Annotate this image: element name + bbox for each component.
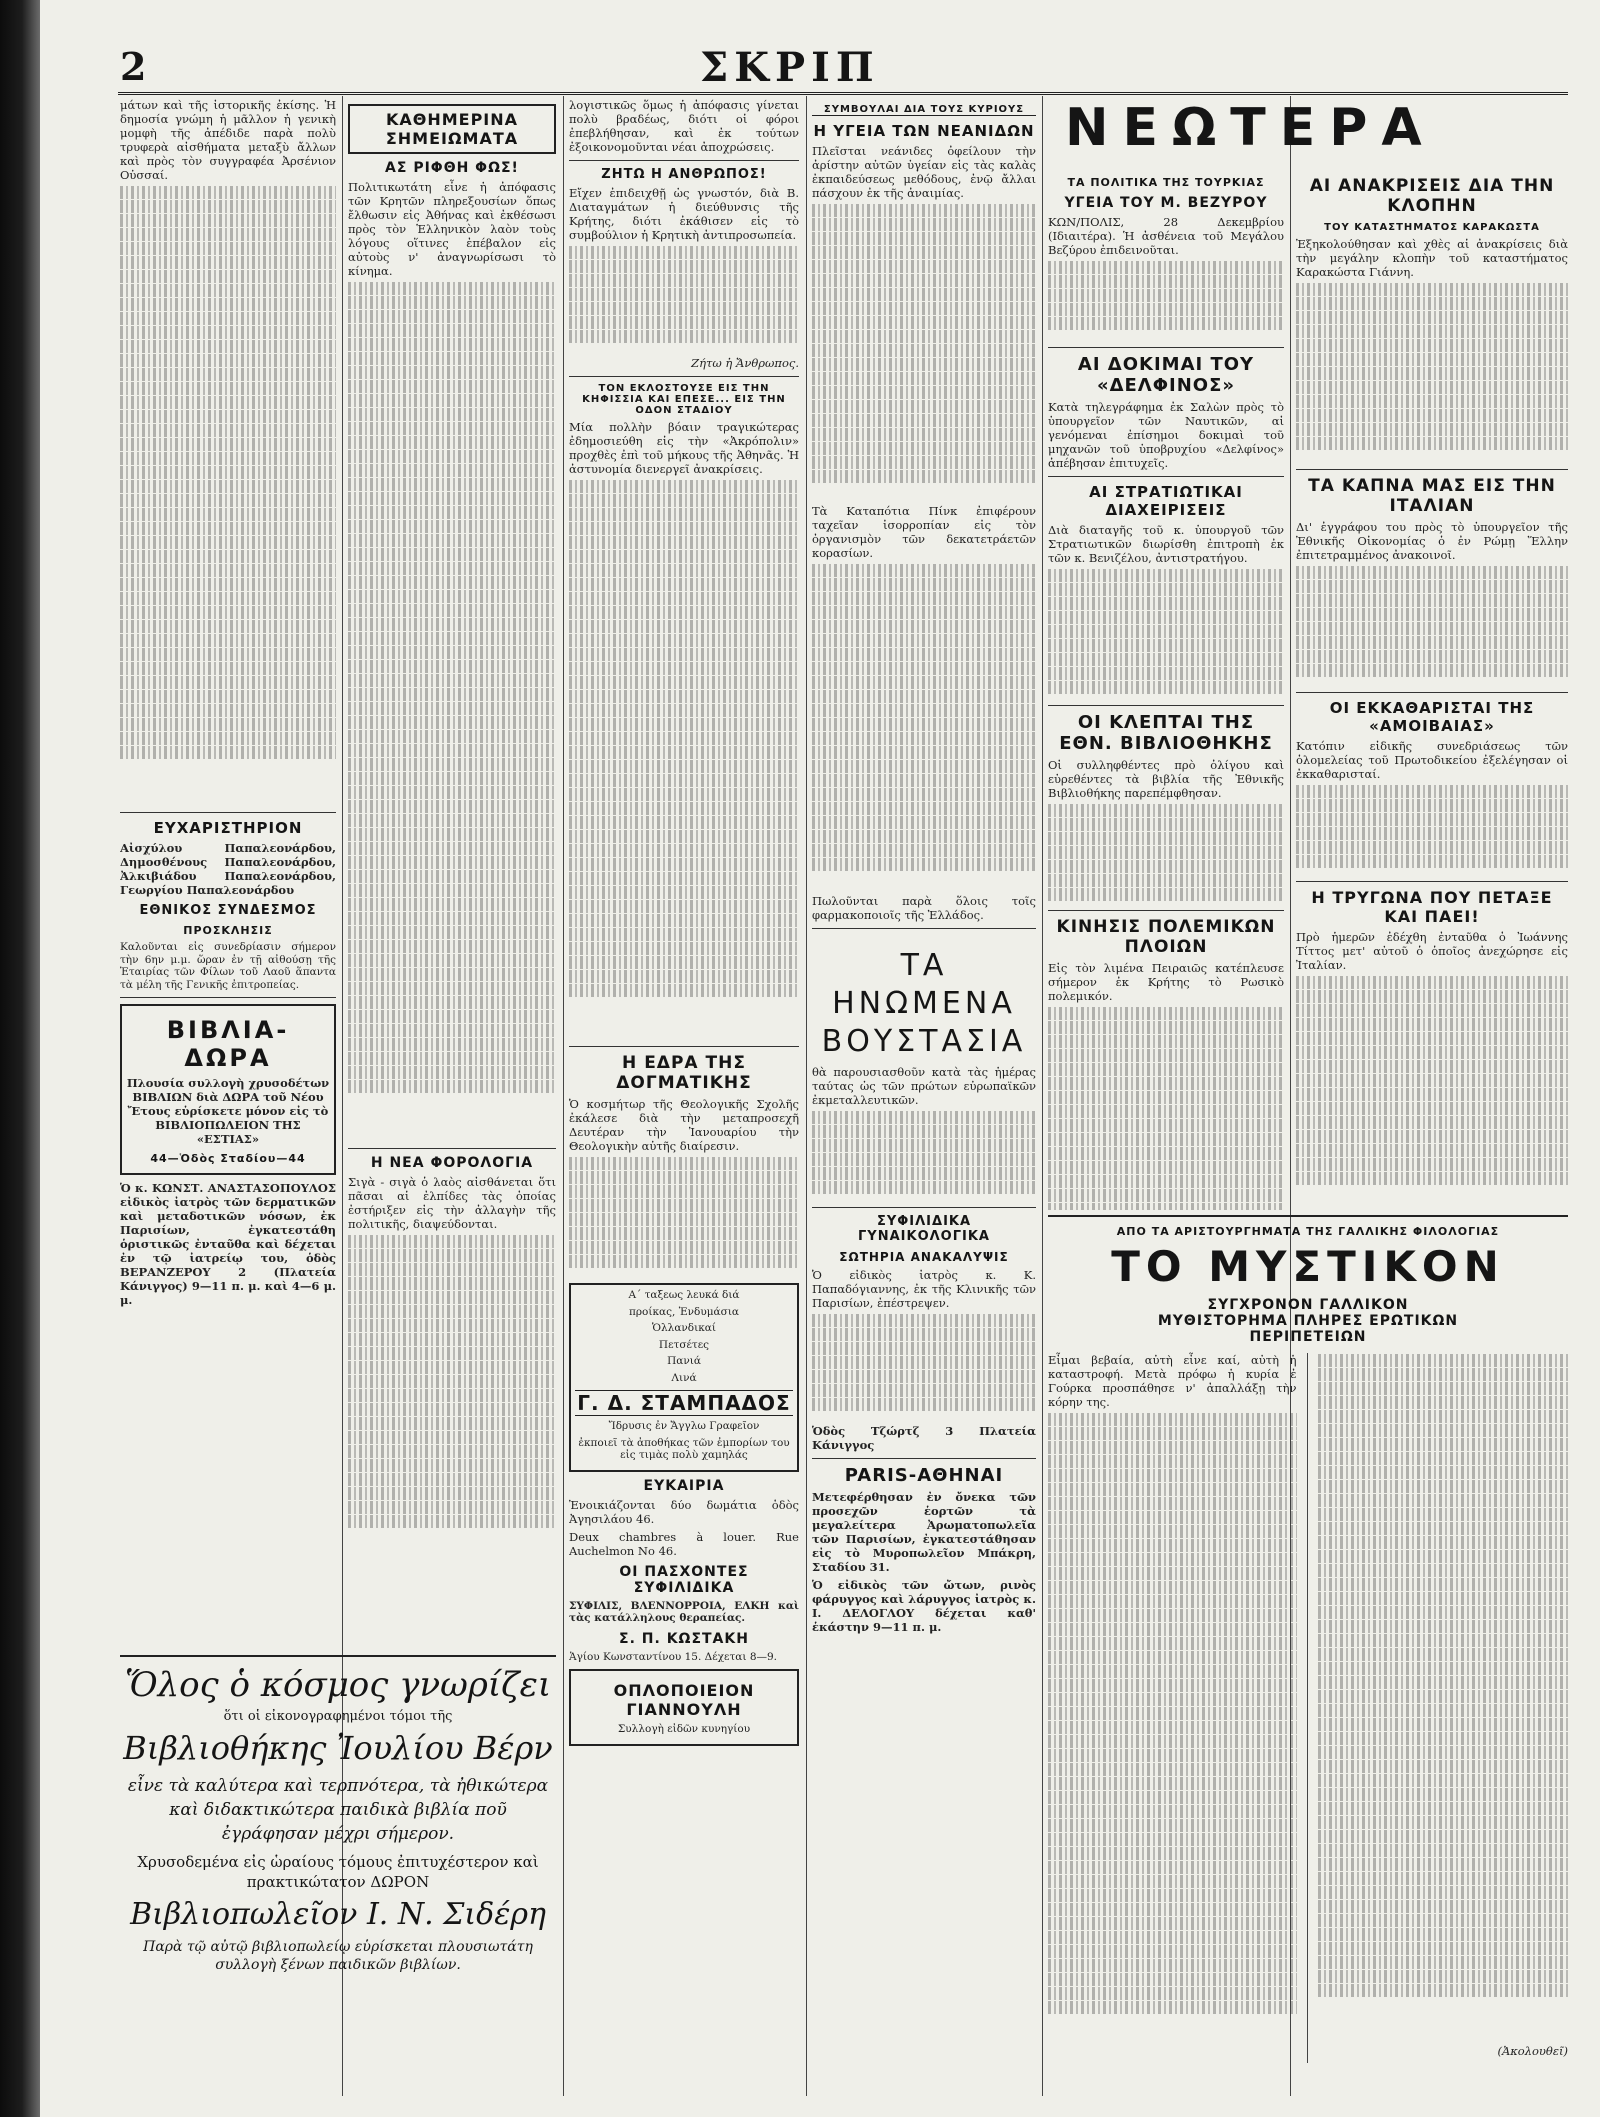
text-body-filler xyxy=(812,1314,1036,1424)
liquidators-title: ΟΙ ΕΚΚΑΘΑΡΙΣΤΑΙ ΤΗΣ «ΑΜΟΙΒΑΙΑΣ» xyxy=(1329,699,1535,735)
cattle-ad-title: ΤΑ ΗΝΩΜΕΝΑ ΒΟΥΣΤΑΣΙΑ xyxy=(821,948,1027,1059)
separator xyxy=(120,812,336,813)
news-section-title: ΝΕΩΤΕΡΑ xyxy=(1065,98,1436,158)
misc-title: ΕΥΚΑΙΡΙΑ xyxy=(643,1477,725,1494)
section-banner: ΣΥΜΒΟΥΛΑΙ ΔΙΑ ΤΟΥΣ ΚΥΡΙΟΥΣ xyxy=(812,104,1036,116)
separator xyxy=(569,1046,799,1047)
column-1 xyxy=(120,98,336,1648)
ships-title: ΚΙΝΗΣΙΣ ΠΟΛΕΜΙΚΩΝ ΠΛΟΙΩΝ xyxy=(1056,917,1276,957)
invite-title: ΠΡΟΣΚΛΗΣΙΣ xyxy=(183,924,273,937)
tobacco-text: Δι' ἐγγράφου του πρὸς τὸ ὑπουργεῖον τῆς Ἐθνικῆς Οἰκονομίας ὁ ἐν Ρώμῃ Ἕλλην ἐπιτετραμμένος ἀνακοινοῖ. xyxy=(1296,520,1568,562)
section-heading: ΚΑΘΗΜΕΡΙΝΑ ΣΗΜΕΙΩΜΑΤΑ xyxy=(348,104,556,154)
turkey-subtitle: ΥΓΕΙΑ ΤΟΥ Μ. ΒΕΖΥΡΟΥ xyxy=(1064,195,1268,211)
shop-extra: ἐκποιεῖ τὰ ἀποθήκας τῶν ἐμπορίων του εἰς τιμὰς πολὺ χαμηλάς xyxy=(578,1436,790,1461)
gunsmith-name: ΟΠΛΟΠΟΙΕΙΟΝ ΓΙΑΝΝΟΥΛΗ xyxy=(613,1681,755,1719)
column-4 xyxy=(812,98,1036,2093)
separator xyxy=(1048,910,1284,911)
article-text: Εἴχεν ἐπιδειχθῇ ὡς γνωστόν, διὰ Β. Διαταγμάτων ἡ διεύθυνσις τῆς Κρήτης, διότι ἐκάθισεν εἰς τὸ συμβούλιον ἡ Κρητικὴ ἀντιπροσωπεία. xyxy=(569,186,799,242)
thieves-title: ΟΙ ΚΛΕΠΤΑΙ ΤΗΣ ΕΘΝ. ΒΙΒΛΙΟΘΗΚΗΣ xyxy=(1059,712,1273,754)
thieves-text: Οἱ συλληφθέντες πρὸ ὀλίγου καὶ εὑρεθέντες τὰ βιβλία τῆς Ἐθνικῆς Βιβλιοθήκης παρεπέμφθησαν. xyxy=(1048,758,1284,800)
column-divider xyxy=(1042,96,1043,2096)
ad-line-6: Βιβλιοπωλεῖον Ι. Ν. Σιδέρη xyxy=(130,1897,546,1932)
misc-french: Deux chambres à louer. Rue Auchelmon No 46. xyxy=(569,1529,799,1558)
invite-text: Καλοῦνται εἰς συνεδρίασιν σήμερον τὴν 6ην μ.μ. ὥραν ἐν τῇ αἰθούσῃ τῆς Ἑταιρίας τῶν Φίλων τοῦ Λαοῦ ἅπαντα τὰ μέλη τῆς Γενικῆς ἐπιτροπείας. xyxy=(120,941,336,991)
separator xyxy=(569,160,799,161)
gunsmith-ad xyxy=(569,1669,799,1746)
separator xyxy=(120,997,336,998)
tax-title: Η ΝΕΑ ΦΟΡΟΛΟΓΙΑ xyxy=(370,1155,534,1171)
text-body-filler xyxy=(1296,785,1568,875)
text-body-filler xyxy=(1318,1354,1568,2044)
text-body-filler xyxy=(348,282,556,1142)
turkey-title: ΤΑ ΠΟΛΙΤΙΚΑ ΤΗΣ ΤΟΥΡΚΙΑΣ xyxy=(1067,176,1265,189)
doctor-ad: Ὁ κ. ΚΩΝΣΤ. ΑΝΑΣΤΑΣΟΠΟΥΛΟΣ εἰδικὸς ἰατρὸς τῶν δερματικῶν καὶ μεταδοτικῶν νόσων, ἐκ Παρισίων, ἐγκατεστάθη ὁριστικῶς ἐνταῦθα καὶ δέχεται ἐν τῷ ἰατρείῳ του, ὁδὸς ΒΕΡΑΝΖΕΡΟΥ 2 (Πλατεία Κάνιγγος) 9—11 π. μ. καὶ 4—6 μ. μ. xyxy=(120,1181,336,1307)
shop-line: Πετσέτες xyxy=(658,1338,710,1351)
books-text: Πλουσία συλλογὴ χρυσοδέτων ΒΙΒΛΙΩΝ διὰ ΔΩΡΑ τοῦ Νέου Ἔτους εὑρίσκετε μόνον εἰς τὸ ΒΙΒΛΙΟΠΩΛΕΙΟΝ ΤΗΣ «ΕΣΤΙΑΣ» xyxy=(126,1076,330,1146)
shop-address: Ἴδρυσις ἐν Ἄγγλω Γραφεῖον xyxy=(608,1420,760,1432)
signature: Ζήτω ἡ Ἄνθρωπος. xyxy=(691,356,799,370)
page-number: 2 xyxy=(120,44,147,89)
investigation-title: ΑΙ ΑΝΑΚΡΙΣΕΙΣ ΔΙΑ ΤΗΝ ΚΛΟΠΗΝ xyxy=(1309,176,1555,216)
liquidators-text: Κατόπιν εἰδικῆς συνεδριάσεως τῶν ὁλομελείας τοῦ Πρωτοδικείου ἐξελέγησαν οἱ ἐκκαθαρισταί. xyxy=(1296,739,1568,781)
shop-line: προίκας, Ἐνδυμάσια xyxy=(628,1305,740,1318)
article-title: Η ΥΓΕΙΑ ΤΩΝ ΝΕΑΝΙΔΩΝ xyxy=(813,122,1035,140)
sold-text: Πωλοῦνται παρὰ ὅλοις τοῖς φαρμακοποιοῖς τῆς Ἑλλάδος. xyxy=(812,894,1036,922)
separator xyxy=(812,928,1036,929)
misc-text: Ἐνοικιάζονται δύο δωμάτια ὁδὸς Ἀγησιλάου 46. xyxy=(569,1497,799,1526)
article-text: Πλεῖσται νεάνιδες ὀφείλουν τὴν ἀρίστην αὐτῶν ὑγείαν εἰς τὰς καλὰς ἐκπαιδεύσεως μεθόδους, ἐνῷ ἄλλαι πάσχουν ἐκ τῆς ἀναιμίας. xyxy=(812,144,1036,200)
tax-text: Σιγὰ - σιγὰ ὁ λαὸς αἰσθάνεται ὅτι πᾶσαι αἱ ἐλπίδες τὰς ὁποίας ἐστήριξεν εἰς τὴν ἀλλαγὴν τῆς πολιτικῆς, διαψεύδονται. xyxy=(348,1175,556,1231)
ships-text: Εἰς τὸν λιμένα Πειραιῶς κατέπλευσε σήμερον ἐκ Κρήτης τὸ Ρωσικὸ πολεμικόν. xyxy=(1048,961,1284,1003)
seat-text: Ὁ κοσμήτωρ τῆς Θεολογικῆς Σχολῆς ἐκάλεσε διὰ τὴν μεταπροσεχῆ Δευτέραν τὴν Ἰανουαρίου τὴν Θεολογικὴν αὐτῆς διαίρεσιν. xyxy=(569,1097,799,1153)
binding-spine xyxy=(0,0,40,2117)
novel-text: Εἶμαι βεβαία, αὐτὴ εἶνε καί, αὐτὴ ἡ καταστροφή. Μετὰ πρόφω ἡ κυρία ἐ Γούρκα προσπάθησε ν' ἀπαλλάξῃ τὴν κόρην της. xyxy=(1048,1353,1297,1409)
gyn-address: Ὁδὸς Τζώρτζ 3 Πλατεία Κάνιγγος xyxy=(812,1424,1036,1452)
syph-address: Ἁγίου Κωνσταντίνου 15. Δέχεται 8—9. xyxy=(569,1650,778,1663)
paris-title: PARIS-ΑΘΗΝΑΙ xyxy=(844,1465,1004,1486)
text-body-filler xyxy=(569,480,799,1040)
article-text: λογιστικῶς ὅμως ἡ ἀπόφασις γίνεται πολὺ βραδέως, διότι οἱ φόροι ἐπεβλήθησαν, καὶ ἐκ τούτων ἐξοικονομοῦνται νέαι ἀποχρώσεις. xyxy=(569,98,799,154)
separator xyxy=(1048,347,1284,348)
column-6 xyxy=(1296,170,1568,1210)
column-2 xyxy=(348,98,556,1648)
separator xyxy=(1296,881,1568,882)
shop-name: Γ. Δ. ΣΤΑΜΠΑΔΟΣ xyxy=(575,1390,793,1416)
ad-line-2: ὅτι οἱ εἰκονογραφημένοι τόμοι τῆς xyxy=(223,1709,453,1724)
military-text: Διὰ διαταγῆς τοῦ κ. ὑπουργοῦ τῶν Στρατιωτικῶν διωρίσθη ἐπιτροπὴ ἐκ τῶν κ. Βενιζέλου, ἀντιστρατήγου. xyxy=(1048,523,1284,565)
jules-verne-ad xyxy=(120,1655,556,2100)
gyn-title: ΣΥΦΙΛΙΔΙΚΑ ΓΥΝΑΙΚΟΛΟΓΙΚΑ xyxy=(858,1214,990,1244)
text-body-filler xyxy=(1048,804,1284,904)
seat-title: Η ΕΔΡΑ ΤΗΣ ΔΟΓΜΑΤΙΚΗΣ xyxy=(616,1053,752,1093)
ad-line-1: Ὅλος ὁ κόσμος γνωρίζει xyxy=(124,1665,552,1705)
novel-subtitle: ΣΥΓΧΡΟΝΟΝ ΓΑΛΛΙΚΟΝ ΜΥΘΙΣΤΟΡΗΜΑ ΠΛΗΡΕΣ ΕΡΩΤΙΚΩΝ ΠΕΡΙΠΕΤΕΙΩΝ xyxy=(1157,1297,1459,1345)
text-body-filler xyxy=(1296,566,1568,686)
shop-ad xyxy=(569,1283,799,1472)
shop-line: Λινά xyxy=(671,1371,697,1384)
column-divider xyxy=(806,96,807,2096)
separator xyxy=(348,1148,556,1149)
article-title: ΑΣ ΡΙΦΘΗ ΦΩΣ! xyxy=(385,160,519,176)
novel-column-left xyxy=(1048,1353,1297,2063)
trials-text: Κατὰ τηλεγράφημα ἐκ Σαλὼν πρὸς τὸ ὑπουργεῖον τῶν Ναυτικῶν, αἱ γενόμεναι ἐπίσημοι δοκιμαὶ τοῦ μηχανῶν τοῦ ὑποβρυχίου «Δελφίνος» ἀπέβησαν ἐπιτυχεῖς. xyxy=(1048,400,1284,470)
separator xyxy=(120,1655,556,1657)
shop-line: Α΄ ταξεως λευκά διά xyxy=(628,1289,740,1301)
article-text: Πολιτικωτάτη εἶνε ἡ ἀπόφασις τῶν Κρητῶν πληρεξουσίων ὅπως ἔλθωσιν εἰς Ἀθήνας καὶ ἐκθέσωσι πρὸς τὸν Ἑλληνικὸν λαὸν τοὺς λόγους οἵτινες ἐπέβαλον εἰς αὐτοὺς ν' ἀναγνωρίσωσι τὸ κίνημα. xyxy=(348,180,556,278)
novel-columns xyxy=(1048,1353,1568,2063)
novel-signature: (Ἀκολουθεῖ) xyxy=(1497,2044,1568,2058)
separator xyxy=(1048,705,1284,706)
trials-title: ΑΙ ΔΟΚΙΜΑΙ ΤΟΥ «ΔΕΛΦΙΝΟΣ» xyxy=(1077,354,1255,396)
report-title: ΤΟΝ ΕΚΛΟΣΤΟΥΣΕ ΕΙΣ ΤΗΝ ΚΗΦΙΣΣΙΑ ΚΑΙ ΕΠΕΣΕ... ΕΙΣ ΤΗΝ ΟΔΟΝ ΣΤΑΔΙΟΥ xyxy=(582,383,786,416)
cattle-ad-text: θὰ παρουσιασθοῦν κατὰ τὰς ἡμέρας ταύτας ὡς τῶν πρώτων εὐρωπαϊκῶν ἐκμεταλλευτικῶν. xyxy=(812,1065,1036,1107)
text-body-filler xyxy=(569,246,799,356)
thanks-title: ΕΥΧΑΡΙΣΤΗΡΙΟΝ xyxy=(153,819,303,837)
ad-line-5: Χρυσοδεμένα εἰς ὡραίους τόμους ἐπιτυχέστερον καὶ πρακτικώτατον ΔΩΡΟΝ xyxy=(137,1853,539,1891)
novel-title: ΤΟ ΜΥΣΤΙΚΟΝ xyxy=(1111,1242,1505,1291)
novel-section xyxy=(1048,1215,1568,2097)
investigation-text: Ἐξηκολούθησαν καὶ χθὲς αἱ ἀνακρίσεις διὰ τὴν μεγάλην κλοπὴν τοῦ καταστήματος Καρακώστα Γιάννη. xyxy=(1296,237,1568,279)
gunsmith-text: Συλλογὴ εἰδῶν κυνηγίου xyxy=(617,1723,751,1735)
article-text: μάτων καὶ τῆς ἱστορικῆς ἐκίσης. Ἡ δημοσία γνώμη ἡ μᾶλλον ἡ γενικὴ μομφὴ τῆς ἀπέδιδε παρὰ πολὺ τρυφερὰ αἰσθήματα μεταξὺ ἄλλων καὶ πρὸς τὸν συγγραφέα Ἀρσένιον Οὐσσαί. xyxy=(120,98,336,182)
ad-line-4: εἶνε τὰ καλύτερα καὶ τερπνότερα, τὰ ἠθικώτερα καὶ διδακτικώτερα παιδικὰ βιβλία ποῦ ἐγράφησαν μέχρι σήμερον. xyxy=(127,1776,549,1844)
column-divider xyxy=(563,96,564,2096)
ad-line-3: Βιβλιοθήκης Ἰουλίου Βέρν xyxy=(123,1729,553,1767)
thanks-names: Αἰσχύλου Παπαλεονάρδου, Δημοσθένους Παπαλεονάρδου, Ἀλκιβιάδου Παπαλεονάρδου, Γεωργίου Παπαλεονάρδου xyxy=(120,841,336,897)
paris-text: Μετεφέρθησαν ἐν ὄνεκα τῶν προσεχῶν ἑορτῶν τὰ μεγαλείτερα Ἀρωματοπωλεῖα τῶν Παρισίων, ἐγκατεστάθησαν εἰς τὸ Μυροπωλεῖον Μπάκρη, Σταδίου 31. xyxy=(812,1490,1036,1574)
shop-line: Πανιά xyxy=(667,1355,701,1367)
text-body-filler xyxy=(120,186,336,806)
text-body-filler xyxy=(569,1157,799,1277)
separator xyxy=(812,1207,1036,1208)
text-body-filler xyxy=(1048,1007,1284,1210)
syph-title: ΟΙ ΠΑΣΧΟΝΤΕΣ ΣΥΦΙΛΙΔΙΚΑ xyxy=(619,1563,749,1596)
ad-line-7: Παρὰ τῷ αὐτῷ βιβλιοπωλείῳ εὑρίσκεται πλουσιωτάτη συλλογὴ ξένων παιδικῶν βιβλίων. xyxy=(143,1939,533,1973)
novel-kicker: ΑΠΟ ΤΑ ΑΡΙΣΤΟΥΡΓΗΜΑΤΑ ΤΗΣ ΓΑΛΛΙΚΗΣ ΦΙΛΟΛΟΓΙΑΣ xyxy=(1116,1225,1500,1238)
paris-note: Ὁ εἰδικὸς τῶν ὤτων, ρινὸς φάρυγγος καὶ λάρυγγος ἰατρὸς κ. Ι. ΔΕΛΟΓΛΟΥ δέχεται καθ' ἑκάστην 9—11 π. μ. xyxy=(812,1578,1036,1634)
turkey-text: ΚΩΝ/ΠΟΛΙΣ, 28 Δεκεμβρίου (Ιδιαιτέρα). Ἡ ἀσθένεια τοῦ Μεγάλου Βεζύρου ἐπιδεινοῦται. xyxy=(1048,215,1284,257)
masthead: ΣΚΡΙΠ xyxy=(700,44,880,91)
text-body-filler xyxy=(348,1235,556,1555)
text-body-filler xyxy=(812,1111,1036,1201)
column-3 xyxy=(569,98,799,2093)
text-body-filler xyxy=(1296,283,1568,463)
separator xyxy=(1296,469,1568,470)
separator xyxy=(1296,692,1568,693)
gyn-subtitle: ΣΩΤΗΡΙΑ ΑΝΑΚΑΛΥΨΙΣ xyxy=(839,1250,1009,1264)
column-5 xyxy=(1048,170,1284,1210)
dove-text: Πρὸ ἡμερῶν ἐδέχθη ἐνταῦθα ὁ Ἰωάννης Τίττος μετ' αὐτοῦ ὁ ὁποῖος ἀνεχώρησε εἰς Ἰταλίαν. xyxy=(1296,930,1568,972)
header-rule xyxy=(118,92,1568,95)
pills-text: Τὰ Καταπότια Πίνκ ἐπιφέρουν ταχεῖαν ἰσορροπίαν εἰς τὸν ὀργανισμὸν τῶν δεκατετράετῶν κορασίων. xyxy=(812,504,1036,560)
books-address: 44—Ὁδὸς Σταδίου—44 xyxy=(150,1152,306,1165)
books-title: ΒΙΒΛΙΑ-ΔΩΡΑ xyxy=(166,1016,290,1072)
separator xyxy=(1048,476,1284,477)
article-title: ΖΗΤΩ Η ΑΝΘΡΩΠΟΣ! xyxy=(601,167,767,182)
syph-text: ΣΥΦΙΛΙΣ, ΒΛΕΝΝΟΡΡΟΙΑ, ΕΛΚΗ καὶ τὰς κατάλληλους θεραπείας. xyxy=(569,1599,799,1624)
text-body-filler xyxy=(812,564,1036,894)
text-body-filler xyxy=(1048,261,1284,341)
books-ad xyxy=(120,1004,336,1175)
text-body-filler xyxy=(1296,976,1568,1196)
separator xyxy=(812,1458,1036,1459)
novel-column-right xyxy=(1318,1353,1568,2063)
tobacco-title: ΤΑ ΚΑΠΝΑ ΜΑΣ ΕΙΣ ΤΗΝ ΙΤΑΛΙΑΝ xyxy=(1308,476,1556,516)
investigation-subtitle: ΤΟΥ ΚΑΤΑΣΤΗΜΑΤΟΣ ΚΑΡΑΚΩΣΤΑ xyxy=(1324,222,1540,233)
club-title: ΕΘΝΙΚΟΣ ΣΥΝΔΕΣΜΟΣ xyxy=(139,903,317,918)
syph-name: Σ. Π. ΚΩΣΤΑΚΗ xyxy=(619,1630,749,1647)
text-body-filler xyxy=(1048,569,1284,699)
military-title: ΑΙ ΣΤΡΑΤΙΩΤΙΚΑΙ ΔΙΑΧΕΙΡΙΣΕΙΣ xyxy=(1089,483,1243,519)
text-body-filler xyxy=(812,204,1036,504)
column-divider xyxy=(1307,1353,1308,2063)
text-body-filler xyxy=(1048,1413,1297,2063)
shop-line: Ὁλλανδικαί xyxy=(651,1322,716,1334)
dove-title: Η ΤΡΥΓΩΝΑ ΠΟΥ ΠΕΤΑΞΕ ΚΑΙ ΠΑΕΙ! xyxy=(1311,888,1553,926)
separator xyxy=(569,376,799,377)
gyn-text: Ὁ εἰδικὸς ἰατρὸς κ. Κ. Παπαδόγιαννης, ἐκ τῆς Κλινικῆς τῶν Παρισίων, ἐπέστρεψεν. xyxy=(812,1268,1036,1310)
report-text: Μία πολλὴν βόαιν τραγικώτερας ἐδημοσιεύθη εἰς τὴν «Ἀκρόπολιν» προχθὲς ἐπὶ τοῦ μήκους τῆς Ἀθηνᾶς. Ἡ ἀστυνομία διενεργεῖ ἀνακρίσεις. xyxy=(569,420,799,476)
